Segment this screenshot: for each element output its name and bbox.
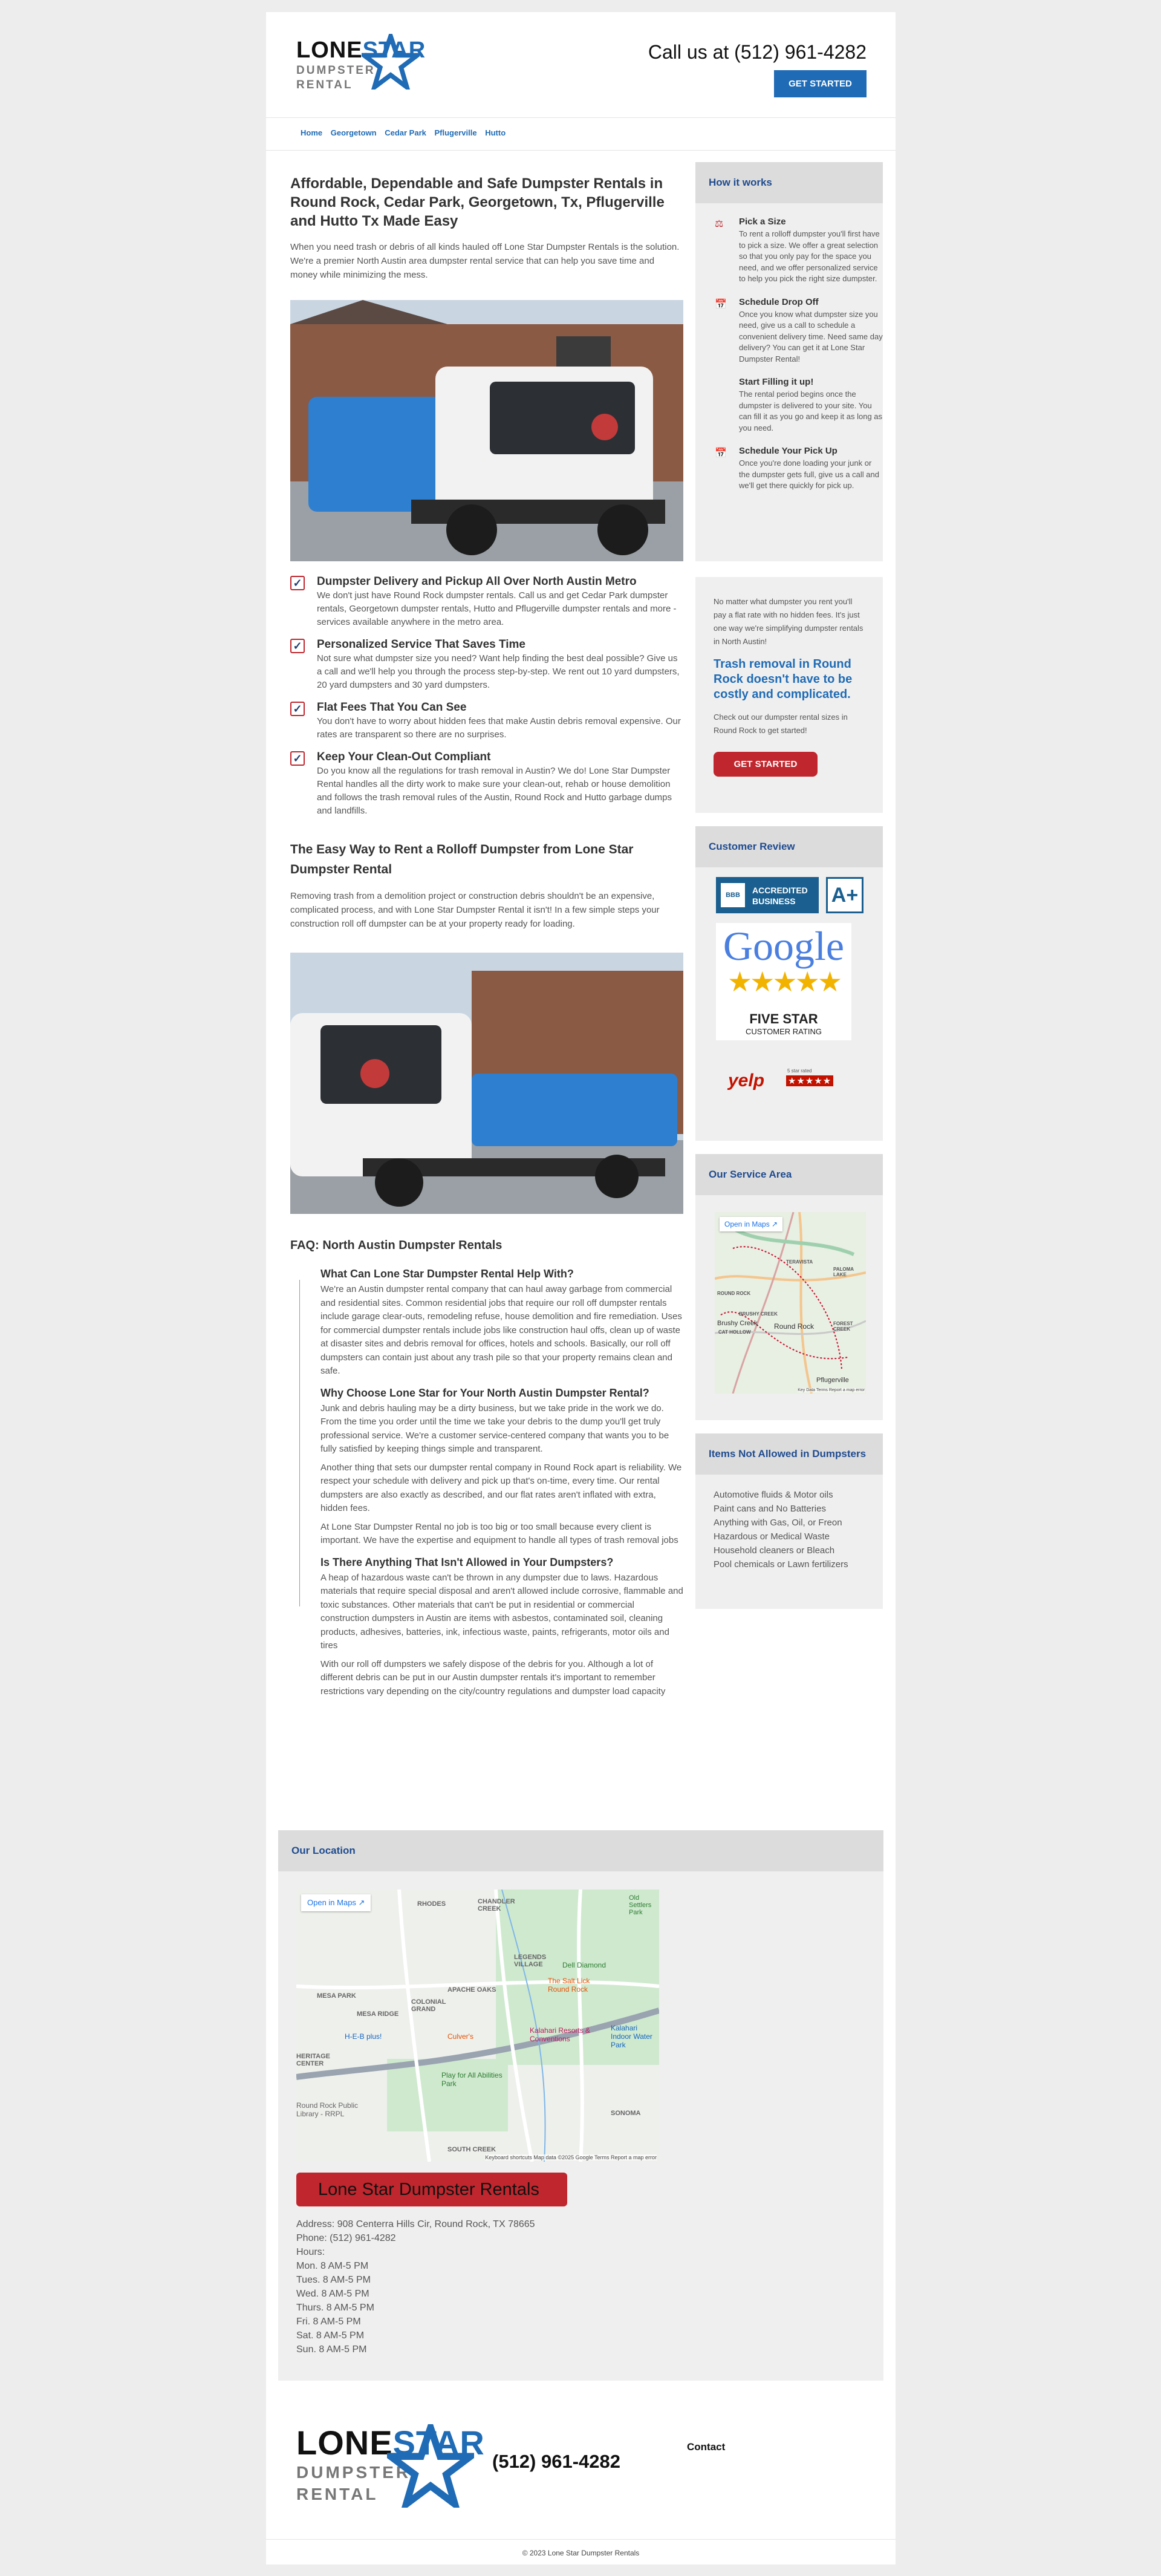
google-rating-badge[interactable] [716,923,851,1040]
nav-georgetown[interactable]: Georgetown [330,128,377,137]
map-label: HERITAGE CENTER [296,2053,331,2067]
stars-icon: ★★★★★ [727,966,841,997]
step-item [695,217,883,285]
map-label: MESA PARK [317,1992,356,2000]
footer-contact-link[interactable]: Contact [687,2441,726,2453]
footer-logo-star: STAR [392,2424,485,2462]
map-label: LEGENDS VILLAGE [514,1954,547,1968]
faq-item [320,1387,683,1548]
intro-text: When you need trash or debris of all kinds hauled off Lone Star Dumpster Rentals is the solution. We're a premier North Austin area dumpster rental service that can help you save time and money while minimizing the mess. [290,242,680,280]
hours-row: Fri. 8 AM-5 PM [296,2317,361,2327]
check-icon: ✓ [290,702,305,716]
five-star-label: FIVE STAR [749,1011,818,1026]
step-item [695,446,883,492]
faq-answer: With our roll off dumpsters we safely dispose of the debris for you. Although a lot of different debris can be put in our Austin dumpster rentals it's important to remember restrictions vary depending on the city/country regulations and dumpster load capacity [320,1658,666,1697]
nav-home[interactable]: Home [301,128,323,137]
promo-get-started-button[interactable]: GET STARTED [714,752,818,777]
map-label: Kalahari Resorts & Conventions [530,2026,591,2043]
faq-answer: Another thing that sets our dumpster rental company in Round Rock apart is reliability. We respect your schedule with delivery and pick up that's on-time, every time. Our rental dumpsters are also exactly as described, and our flat rates aren't inflated with extra, hidden fees. [320,1462,682,1513]
footer-phone[interactable]: (512) 961-4282 [492,2451,620,2472]
map-label: Old Settlers Park [629,1894,652,1916]
map-label: Play for All Abilities Park [441,2071,502,2088]
a-plus-badge: A+ [826,877,863,913]
feature-text: You don't have to worry about hidden fees that make Austin debris removal expensive. Our rates are transparent so there are no surprises. [317,716,681,740]
logo-lone: LONE [296,37,363,63]
faq-rule [299,1280,300,1606]
check-icon: ✓ [290,639,305,653]
feature-title: Dumpster Delivery and Pickup All Over North Austin Metro [317,575,637,588]
faq-question: What Can Lone Star Dumpster Rental Help With? [320,1268,574,1280]
feature-item [290,750,683,818]
nav-cedar-park[interactable]: Cedar Park [385,128,426,137]
map-label: SONOMA [611,2110,641,2117]
not-allowed-item: Anything with Gas, Oil, or Freon [714,1518,842,1528]
map-label: The Salt Lick Round Rock [548,1977,590,1994]
promo-text: No matter what dumpster you rent you'll pay a flat rate with no hidden fees. It's just one way we're simplifying dumpster rentals in North Austin! [714,597,863,646]
map-label: Culver's [447,2032,473,2041]
nav-divider [266,150,896,151]
faq-answer: At Lone Star Dumpster Rental no job is too big or too small because every client is important. We have the expertise and equipment to handle all types of trash removal jobs [320,1521,678,1545]
yelp-small-label: 5 star rated [787,1068,812,1074]
our-location-section [278,1830,883,2381]
logo[interactable] [296,37,426,93]
faq-item [320,1556,683,1699]
logo-star: STAR [362,37,426,63]
promo-panel [695,577,883,813]
map-label: ROUND ROCK [717,1291,751,1296]
header-phone[interactable]: Call us at (512) 961-4282 [648,41,867,63]
step-title: Schedule Your Pick Up [739,446,837,456]
map-label: H-E-B plus! [345,2032,382,2041]
check-icon: ✓ [290,576,305,590]
feature-title: Flat Fees That You Can See [317,701,467,714]
hours-label: Hours: [296,2247,325,2257]
bbb-accredited: ACCREDITED [752,885,808,895]
feature-item [290,637,683,692]
step-title: Pick a Size [739,217,786,227]
faq-question: Why Choose Lone Star for Your North Austin Dumpster Rental? [320,1386,649,1399]
hours-row: Tues. 8 AM-5 PM [296,2275,371,2285]
map-label: Brushy Creek [717,1320,758,1327]
how-it-works-title: How it works [695,162,883,203]
map-label: CHANDLER CREEK [478,1898,515,1912]
map-label: RHODES [417,1900,446,1908]
business-name-banner: Lone Star Dumpster Rentals [296,2173,567,2206]
feature-text: Do you know all the regulations for trash removal in Austin? We do! Lone Star Dumpster Rental handles all the dirty work to make sure your clean-out, rehab or house demolition and follows the trash removal rules of the Austin, Round Rock and Hutto garbage dumps and landfills. [317,766,672,816]
site-header [266,12,896,118]
faq-list [290,1268,683,1698]
step-item [695,297,883,365]
promo-text-2: Check out our dumpster rental sizes in Round Rock to get started! [714,712,848,735]
map-label: Kalahari Indoor Water Park [611,2024,652,2049]
faq-question: Is There Anything That Isn't Allowed in Your Dumpsters? [320,1556,614,1568]
map-footer: Keyboard shortcuts Map data ©2025 Google Terms Report a map error [485,2154,657,2160]
open-in-maps-button[interactable]: Open in Maps ↗ [720,1217,782,1231]
map-label: CAT HOLLOW [718,1329,751,1335]
hours-row: Mon. 8 AM-5 PM [296,2261,369,2271]
yelp-badge[interactable] [728,1067,855,1094]
location-details [296,2217,535,2356]
map-label: APACHE OAKS [447,1986,496,1994]
promo-headline: Trash removal in Round Rock doesn't have to be costly and complicated. [714,657,853,701]
phone[interactable]: Phone: (512) 961-4282 [296,2233,396,2243]
calendar-icon: 📅 [715,448,727,458]
step-text: The rental period begins once the dumpster is delivered to your site. You can fill it as you go and keep it as long as you need. [739,390,883,432]
step-text: To rent a rolloff dumpster you'll first have to pick a size. We offer a great selection so that you only pay for the space you need, and we offer personalized service to help you pick the right size dumpster. [739,229,880,283]
customer-rating-label: CUSTOMER RATING [746,1027,822,1036]
map-label: TERAVISTA [786,1259,813,1265]
yelp-logo: yelp [728,1071,765,1091]
map-label: Round Rock Public Library - RRPL [296,2101,359,2118]
hours-row: Thurs. 8 AM-5 PM [296,2303,374,2313]
nav-hutto[interactable]: Hutto [485,128,506,137]
feature-title: Keep Your Clean-Out Compliant [317,751,491,763]
footer-star-icon [387,2424,474,2508]
footer-logo-dumpster: DUMPSTER [296,2463,411,2482]
map-label: MESA RIDGE [357,2010,399,2018]
logo-dumpster: DUMPSTER [296,64,376,77]
main-nav [301,128,512,137]
feature-item [290,700,683,742]
main-content [290,174,683,1703]
not-allowed-item: Pool chemicals or Lawn fertilizers [714,1559,848,1570]
truck-image-1 [290,300,683,561]
footer-logo-lone: LONE [296,2424,393,2462]
not-allowed-item: Automotive fluids & Motor oils [714,1490,833,1500]
faq-title: FAQ: North Austin Dumpster Rentals [290,1239,502,1252]
step-title: Start Filling it up! [739,377,814,387]
truck-image-2 [290,953,683,1214]
not-allowed-item: Hazardous or Medical Waste [714,1531,830,1542]
hours-row: Sat. 8 AM-5 PM [296,2330,365,2341]
location-map[interactable] [296,1890,659,2162]
service-area-panel [695,1154,883,1420]
bbb-business: BUSINESS [752,896,796,906]
feature-item [290,575,683,629]
step-title: Schedule Drop Off [739,296,819,307]
logo-rental: RENTAL [296,79,353,91]
faq-answer: Junk and debris hauling may be a dirty business, but we take pride in the work we do. From the time you order until the time we take your debris to the dump you'll get truly professional service. We're a customer service-centered company that wants you to be fully satisfied by keeping things simple and transparent. [320,1403,669,1454]
map-label: Round Rock [774,1322,815,1331]
hours-row: Sun. 8 AM-5 PM [296,2344,367,2355]
footer-logo-rental: RENTAL [296,2485,379,2503]
footer-divider [266,2539,896,2540]
yelp-stars-icon: ★★★★★ [786,1075,833,1086]
map-label: BRUSHY CREEK [739,1311,778,1317]
feature-text: We don't just have Round Rock dumpster rentals. Call us and get Cedar Park dumpster rentals, Georgetown dumpster rentals, Hutto and Pflugerville dumpster rentals and more - services available anywhere in the metro area. [317,590,677,627]
easy-title: The Easy Way to Rent a Rolloff Dumpster from Lone Star Dumpster Rental [290,843,634,876]
faq-answer: A heap of hazardous waste can't be thrown in any dumpster due to laws. Hazardous materials that require special disposal and aren't allowed include corrosive, flammable and toxic substances. Other materials that can't be put in residential or commercial construction dumpsters in Austin are items with asbestos, contaminated soil, cleaning products, adhesives, batteries, ink, infectious waste, paints, refrigerants, motor oils and tires [320,1572,683,1651]
site-footer [266,2407,896,2565]
hours-row: Wed. 8 AM-5 PM [296,2289,369,2299]
our-location-title: Our Location [278,1830,883,1871]
nav-pflugerville[interactable]: Pflugerville [434,128,477,137]
scale-icon: ⚖ [715,219,724,229]
map-label: SOUTH CREEK [447,2146,496,2153]
map-footer: Key Data Terms Report a map error [798,1388,865,1392]
map-label: COLONIAL GRAND [411,1998,446,2013]
get-started-button[interactable]: GET STARTED [774,70,867,97]
step-text: Once you know what dumpster size you need, give us a call to schedule a convenient delivery time. Need same day delivery? You can get it at Lone Star Dumpster Rental! [739,309,883,364]
calendar-icon: 📅 [715,299,727,310]
map-label: Dell Diamond [562,1961,607,1969]
step-text: Once you're done loading your junk or the dumpster gets full, give us a call and we'll get there quickly for pick up. [739,458,879,490]
address: Address: 908 Centerra Hills Cir, Round Rock, TX 78665 [296,2219,535,2229]
customer-review-title: Customer Review [695,826,883,867]
star-icon [362,34,420,90]
faq-answer: We're an Austin dumpster rental company that can haul away garbage from commercial and residential sites. Common residential jobs that require our roll off dumpster rentals include garage clear-outs, remodeling refuse, house demolition and fire remediation. Uses for commercial dumpster rentals include jobs like construction haul offs, clean up of waste at disaster sites and debris removal for offices, hotels and schools. Basically, our roll off dumpsters can contain just about any trash pile so that your property remains clean and safe. [320,1284,682,1376]
not-allowed-item: Household cleaners or Bleach [714,1545,835,1556]
feature-text: Not sure what dumpster size you need? Want help finding the best deal possible? Give us a call and we'll help you through the process step-by-step. We rent out 10 yard dumpsters, 20 yard dumpsters and 30 yard dumpsters. [317,653,680,690]
customer-review-panel [695,826,883,1141]
copyright: © 2023 Lone Star Dumpster Rentals [522,2549,640,2557]
footer-logo[interactable] [296,2424,485,2505]
bbb-badge[interactable] [716,877,819,913]
not-allowed-title: Items Not Allowed in Dumpsters [695,1433,883,1475]
faq-item [320,1268,683,1378]
page [266,12,896,2565]
map-label: FOREST CREEK [833,1321,853,1332]
check-icon: ✓ [290,751,305,766]
easy-text: Removing trash from a demolition project or construction debris shouldn't be an expensive, complicated process, and with Lone Star Dumpster Rental it isn't! In a few simple steps your construction roll off dumpster can be at your property ready for loading. [290,891,660,929]
service-area-title: Our Service Area [695,1154,883,1195]
service-area-map[interactable] [715,1212,866,1394]
features-list [290,575,683,818]
intro-title: Affordable, Dependable and Safe Dumpster Rentals in Round Rock, Cedar Park, Georgetown, Tx, Pflugerville and Hutto Tx Made Easy [290,175,665,229]
map-label: Pflugerville [816,1377,849,1384]
how-it-works-panel [695,162,883,561]
not-allowed-item: Paint cans and No Batteries [714,1504,826,1514]
bbb-logo: BBB [721,883,745,907]
location-open-in-maps-button[interactable]: Open in Maps ↗ [301,1894,371,1911]
step-item [695,377,883,434]
google-logo: Google [723,923,845,969]
map-label: PALOMA LAKE [833,1267,854,1277]
feature-title: Personalized Service That Saves Time [317,638,525,651]
not-allowed-panel [695,1433,883,1609]
